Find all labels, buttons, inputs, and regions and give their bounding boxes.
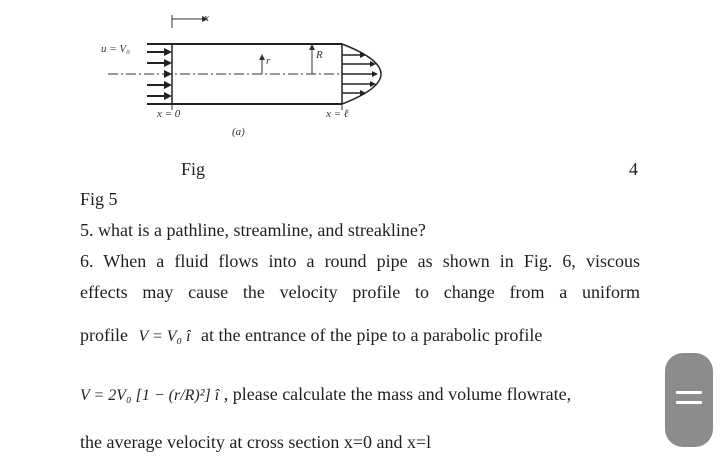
handle-grip-bottom	[676, 401, 702, 404]
x-axis-label: x	[204, 12, 209, 24]
question-6-line-3	[80, 325, 640, 346]
flowrate-text: , please calculate the mass and volume flowrate,	[223, 384, 572, 404]
scroll-handle[interactable]	[665, 353, 713, 447]
question-6-line-5: the average velocity at cross section x=0 and x=l	[80, 432, 432, 452]
profile-continuation: at the entrance of the pipe to a parabolic profile	[201, 325, 543, 345]
question-6-line-1: 6. When a fluid flows into a round pipe as shown in Fig. 6, viscous	[80, 251, 640, 271]
handle-grip-top	[676, 391, 702, 394]
fig4-label	[181, 159, 641, 180]
profile-word: profile	[80, 325, 128, 345]
R-label: R	[316, 49, 323, 61]
inlet-velocity-label: u = V₀	[101, 43, 130, 55]
question-6-line-2: effects may cause the velocity profile to change from a uniform	[80, 282, 640, 302]
fig5-label: Fig 5	[80, 189, 118, 209]
x0-label: x = 0	[157, 108, 181, 120]
pipe-flow-figure	[0, 0, 720, 150]
question-6-line-4	[80, 384, 640, 405]
figure-caption: (a)	[232, 126, 245, 138]
question-5: 5. what is a pathline, streamline, and streakline?	[80, 220, 426, 240]
xl-label: x = ℓ	[326, 108, 349, 120]
fig4-left: Fig	[181, 159, 206, 179]
parabolic-profile-equation: V = 2V₀ [1 − (r/R)²] î	[80, 387, 220, 404]
r-label: r	[266, 55, 271, 67]
fig4-right: 4	[629, 159, 638, 179]
pipe-diagram	[0, 0, 720, 150]
uniform-profile-equation: V = V₀ î	[138, 328, 191, 345]
